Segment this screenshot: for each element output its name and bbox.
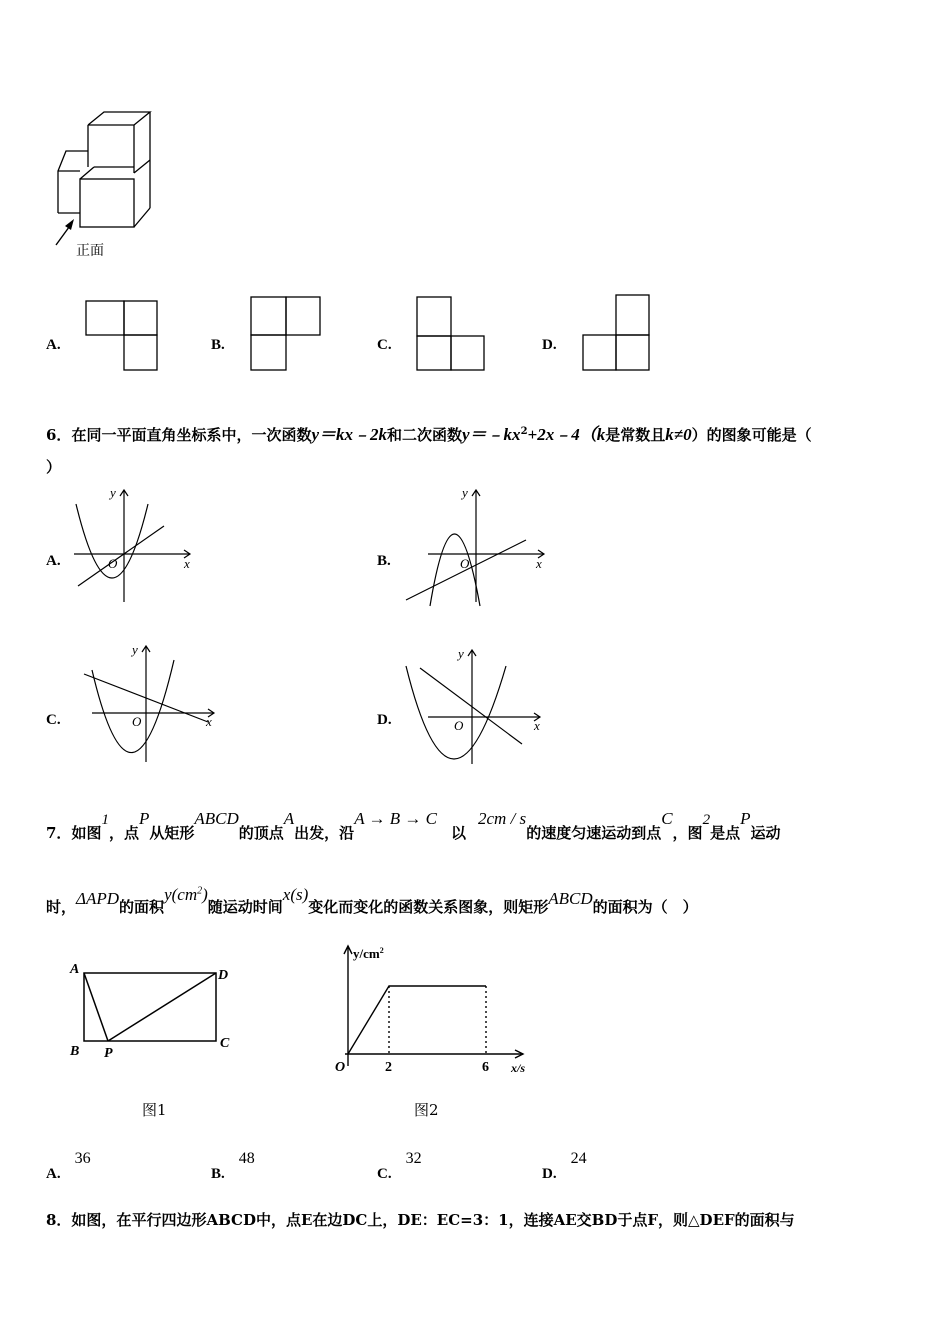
vertex-c: C bbox=[220, 1036, 230, 1051]
q7-figure1-rectangle bbox=[60, 955, 250, 1065]
y-axis-label: $y/cm^2$ bbox=[353, 946, 384, 961]
origin-label: O bbox=[108, 556, 118, 571]
q7-option-b[interactable]: B.48 bbox=[211, 1150, 255, 1182]
origin-label: O bbox=[132, 714, 142, 729]
y-axis-label: y bbox=[458, 646, 464, 661]
y-axis-label: y bbox=[132, 642, 138, 657]
x-axis-label: x bbox=[536, 556, 542, 571]
q5-option-d-label[interactable]: D. bbox=[542, 337, 557, 353]
q6-option-c-graph bbox=[70, 640, 220, 770]
y-axis-label: y bbox=[110, 485, 116, 500]
x-axis-label: x/s bbox=[511, 1061, 526, 1075]
q5-option-d-view bbox=[582, 294, 654, 372]
q7-question-line2: 时，ΔAPD的面积$y(cm^2)$随运动时间x(s)变化而变化的函数关系图象，则矩形ABCD的面积为（ ） bbox=[46, 885, 698, 916]
q7-option-a[interactable]: A.36 bbox=[46, 1150, 91, 1182]
q6-option-d-graph bbox=[400, 640, 550, 770]
q5-option-a-view bbox=[85, 300, 160, 372]
front-arrow bbox=[56, 219, 74, 245]
q7-figure1-caption: 图1 bbox=[142, 1101, 167, 1119]
q8-question-text: 8．如图，在平行四边形ABCD中，点E在边DC上，DE：EC=3：1，连接AE交BD于点F，则△DEF的面积与 bbox=[46, 1211, 795, 1229]
q6-question-line1: 6．在同一平面直角坐标系中，一次函数y＝kx﹣2k和二次函数$y=﹣kx^2+2x﹣4(k$是常数且k≠0）的图象可能是（ bbox=[46, 425, 812, 444]
tick-2: 2 bbox=[385, 1060, 392, 1075]
vertex-a: A bbox=[70, 962, 80, 977]
q5-option-a-label[interactable]: A. bbox=[46, 337, 61, 353]
q6-option-b-label[interactable]: B. bbox=[377, 553, 391, 569]
origin-label: O bbox=[460, 556, 470, 571]
vertex-b: B bbox=[70, 1044, 80, 1059]
q5-option-c-view bbox=[416, 296, 488, 372]
y-axis-label: y bbox=[462, 485, 468, 500]
q7-option-c[interactable]: C.32 bbox=[377, 1150, 422, 1182]
q6-option-d-label[interactable]: D. bbox=[377, 712, 392, 728]
q7-option-d[interactable]: D.24 bbox=[542, 1150, 587, 1182]
q7-question-line1: 7．如图1，点P从矩形ABCD的顶点A出发，沿A → B → C以2cm / s的速度匀速运动到点C，图2是点P运动 bbox=[46, 809, 781, 842]
q5-option-b-label[interactable]: B. bbox=[211, 337, 225, 353]
q6-question-line2: ） bbox=[46, 458, 62, 476]
q5-option-b-view bbox=[250, 296, 325, 372]
q6-option-a-label[interactable]: A. bbox=[46, 553, 61, 569]
origin-label: O bbox=[335, 1060, 346, 1075]
x-axis-label: x bbox=[206, 714, 212, 729]
q5-option-c-label[interactable]: C. bbox=[377, 337, 392, 353]
q5-solid-figure bbox=[50, 105, 180, 265]
tick-6: 6 bbox=[482, 1060, 489, 1075]
x-axis-label: x bbox=[184, 556, 190, 571]
q6-option-b-graph bbox=[400, 482, 550, 607]
origin-label: O bbox=[454, 718, 464, 733]
x-axis-label: x bbox=[534, 718, 540, 733]
q7-figure2-graph bbox=[315, 938, 540, 1078]
q6-option-c-label[interactable]: C. bbox=[46, 712, 61, 728]
point-p: P bbox=[104, 1046, 113, 1061]
q6-option-a-graph bbox=[66, 482, 206, 607]
front-label: 正面 bbox=[76, 244, 104, 259]
vertex-d: D bbox=[218, 968, 229, 983]
q7-figure2-caption: 图2 bbox=[414, 1101, 439, 1119]
